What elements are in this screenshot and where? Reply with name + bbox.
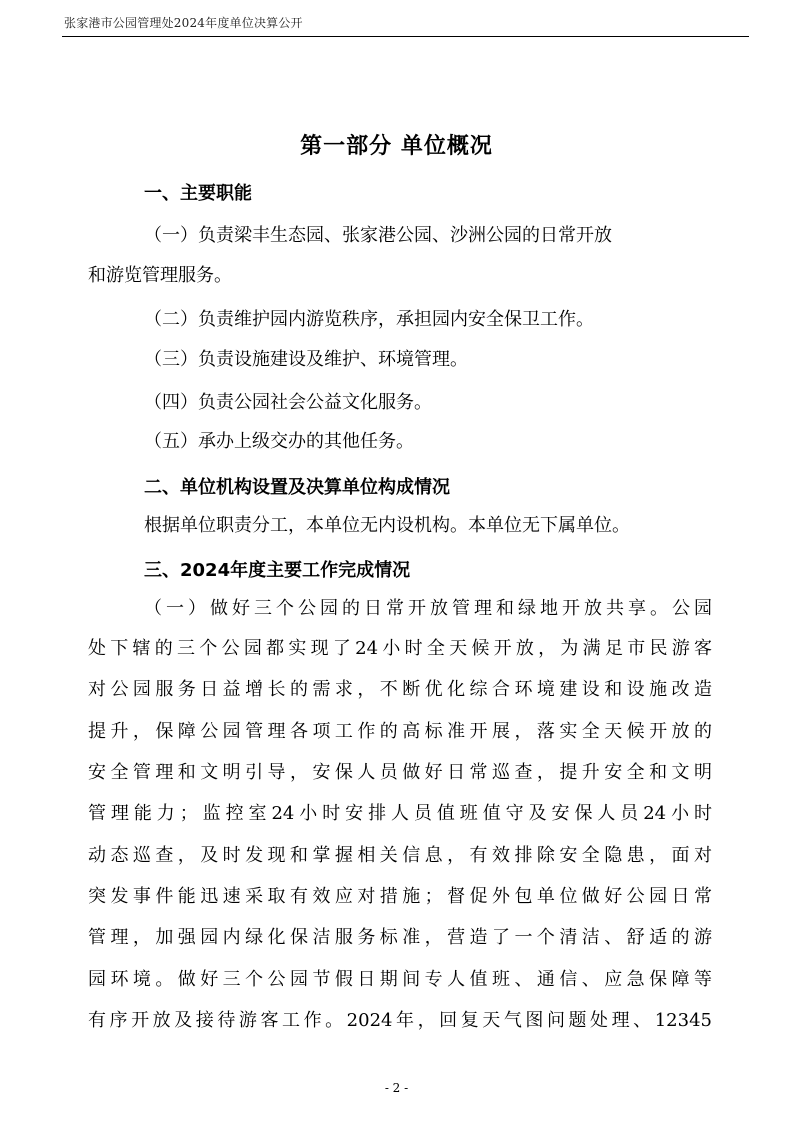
paragraph-line: （四）负责公园社会公益文化服务。	[144, 392, 432, 413]
paragraph-line: （一）负责梁丰生态园、张家港公园、沙洲公园的日常开放	[144, 225, 612, 246]
paragraph-line: 突发事件能迅速采取有效应对措施；督促外包单位做好公园日常	[88, 886, 712, 907]
paragraph-line: 园环境。做好三个公园节假日期间专人值班、通信、应急保障等	[88, 969, 712, 990]
section-heading-organization: 二、单位机构设置及决算单位构成情况	[144, 477, 450, 498]
page-title: 第一部分 单位概况	[300, 134, 493, 159]
page-number: - 2 -	[384, 1081, 409, 1095]
section-heading-main-functions: 一、主要职能	[144, 183, 252, 204]
paragraph-line: 根据单位职责分工，本单位无内设机构。本单位无下属单位。	[144, 515, 630, 536]
paragraph-line: 安全管理和文明引导，安保人员做好日常巡查，提升安全和文明	[88, 762, 712, 783]
section-heading-work-completion: 三、2024年度主要工作完成情况	[144, 560, 411, 581]
paragraph-line: （五）承办上级交办的其他任务。	[144, 431, 414, 452]
paragraph-line: （三）负责设施建设及维护、环境管理。	[144, 349, 468, 370]
paragraph-line: 动态巡查，及时发现和掌握相关信息，有效排除安全隐患，面对	[88, 845, 712, 866]
paragraph-line: 提升，保障公园管理各项工作的高标准开展，落实全天候开放的	[88, 721, 712, 742]
paragraph-line: 对公园服务日益增长的需求，不断优化综合环境建设和设施改造	[88, 679, 712, 700]
paragraph-line: 处下辖的三个公园都实现了24小时全天候开放，为满足市民游客	[88, 638, 712, 659]
header-rule	[62, 36, 749, 37]
paragraph-line: 和游览管理服务。	[88, 265, 232, 286]
paragraph-line: （一）做好三个公园的日常开放管理和绿地开放共享。公园	[144, 598, 712, 619]
paragraph-line: 有序开放及接待游客工作。2024年，回复天气图问题处理、12345	[88, 1010, 712, 1031]
paragraph-line: 管理能力；监控室24小时安排人员值班值守及安保人员24小时	[88, 803, 712, 824]
paragraph-line: 管理，加强园内绿化保洁服务标准，营造了一个清洁、舒适的游	[88, 927, 712, 948]
running-header: 张家港市公园管理处2024年度单位决算公开	[64, 16, 303, 30]
paragraph-line: （二）负责维护园内游览秩序，承担园内安全保卫工作。	[144, 309, 594, 330]
